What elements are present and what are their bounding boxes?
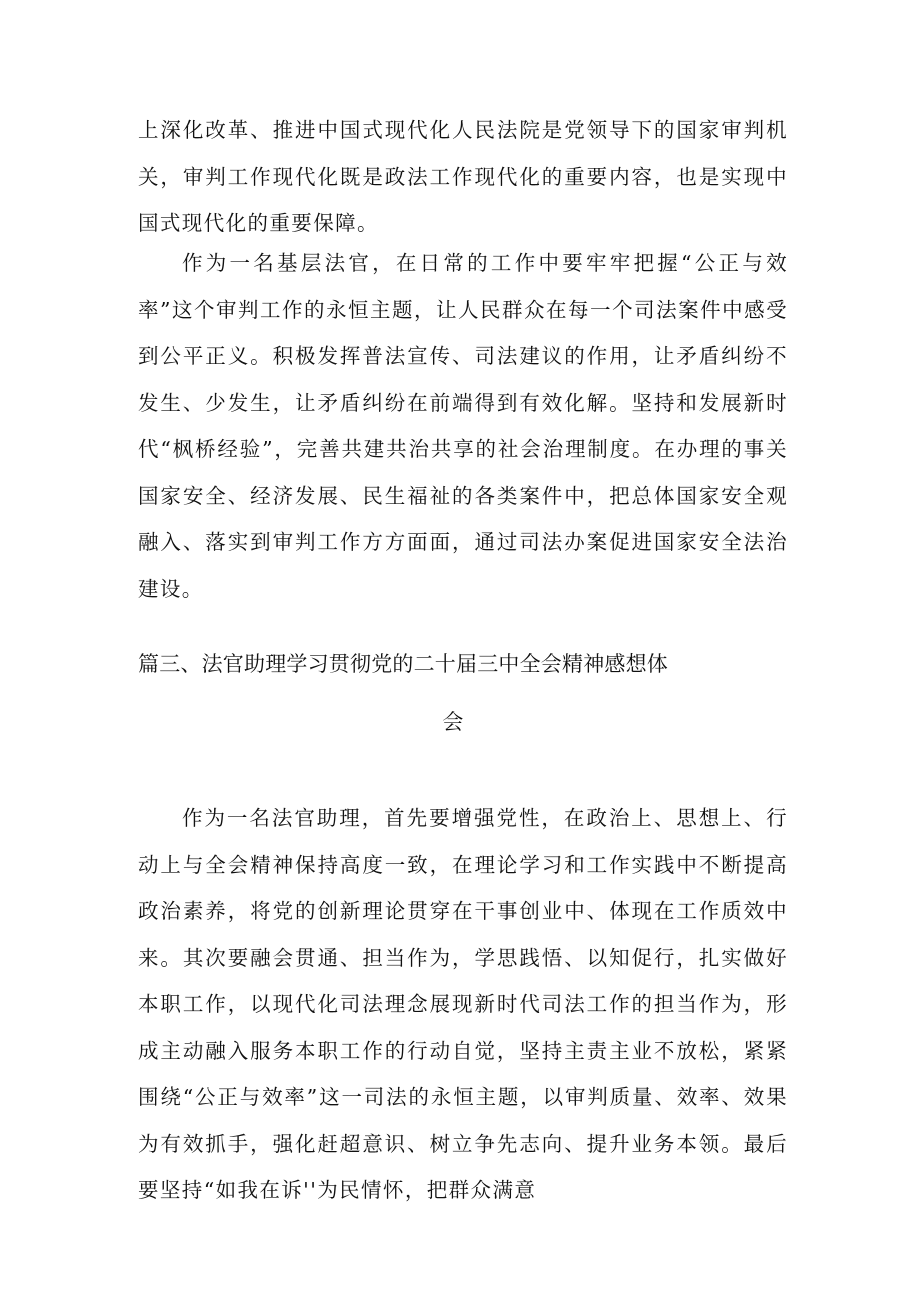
paragraph-basic-judge: 作为一名基层法官，在日常的工作中要牢牢把握“公正与效率”这个审判工作的永恒主题，让人民群众在每一个司法案件中感受到公平正义。积极发挥普法宣传、司法建议的作用，让矛盾纠纷不发生、少发生，让矛盾纠纷在前端得到有效化解。坚持和发展新时代“枫桥经验”，完善共建共治共享的社会治理制度。在办理的事关国家安全、经济发展、民生福祉的各类案件中，把总体国家安全观融入、落实到审判工作方方面面，通过司法办案促进国家安全法治建设。 <box>138 251 788 601</box>
paragraph-judge-assistant: 作为一名法官助理，首先要增强党性，在政治上、思想上、行动上与全会精神保持高度一致，在理论学习和工作实践中不断提高政治素养，将党的创新理论贯穿在干事创业中、体现在工作质效中来。其次要融会贯通、担当作为，学思践悟、以知促行，扎实做好本职工作，以现代化司法理念展现新时代司法工作的担当作为，形成主动融入服务本职工作的行动自觉，坚持主责主业不放松，紧紧围绕“公正与效率”这一司法的永恒主题，以审判质量、效率、效果为有效抓手，强化赶超意识、树立争先志向、提升业务本领。最后要坚持“如我在诉''为民情怀，把群众满意 <box>138 806 788 1202</box>
paragraph-continuation: 上深化改革、推进中国式现代化人民法院是党领导下的国家审判机关，审判工作现代化既是政法工作现代化的重要内容，也是实现中国式现代化的重要保障。 <box>138 118 788 235</box>
section-heading-line-1: 篇三、法官助理学习贯彻党的二十届三中全会精神感想体 <box>138 652 668 676</box>
section-heading-line-2: 会 <box>442 710 464 734</box>
